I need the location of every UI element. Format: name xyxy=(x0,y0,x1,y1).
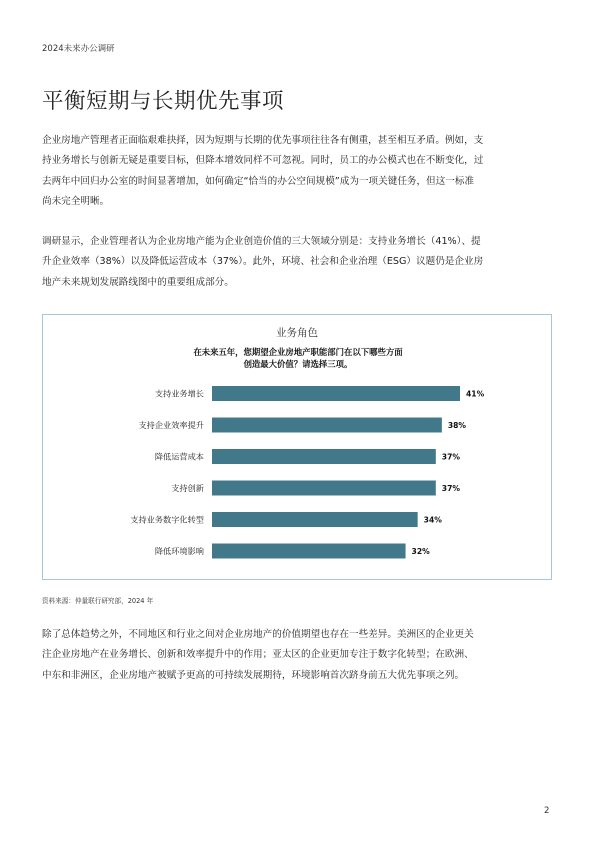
paragraph-line: 调研显示，企业管理者认为企业房地产能为企业创造价值的三大领域分别是：支持业务增长（41%）、提 xyxy=(42,236,481,247)
page-title: 平衡短期与长期优先事项 xyxy=(42,89,285,114)
bar xyxy=(212,418,442,433)
bar-chart xyxy=(43,315,551,579)
running-header: 2024未来办公调研 xyxy=(42,44,115,54)
category-label: 支持创新 xyxy=(171,483,204,493)
paragraph-line: 持业务增长与创新无疑是重要目标，但降本增效同样不可忽视。同时，员工的办公模式也在不断变化，过 xyxy=(42,155,484,167)
chart-title: 业务角色 xyxy=(276,327,318,339)
bar xyxy=(212,544,406,559)
paragraph-line: 去两年中回归办公室的时间显著增加，如何确定“恰当的办公空间规模”成为一项关键任务，但这一标准 xyxy=(42,175,475,187)
chart-question-line: 在未来五年，您期望企业房地产职能部门在以下哪些方面 xyxy=(193,347,403,357)
category-label: 支持业务增长 xyxy=(154,388,204,399)
data-label: 32% xyxy=(411,547,430,556)
category-label: 降低环境影响 xyxy=(154,546,204,556)
paragraph-line: 企业房地产管理者正面临艰难抉择，因为短期与长期的优先事项往往各有侧重，甚至相互矛盾。例如，支 xyxy=(42,135,484,146)
paragraph-line: 地产未来规划发展路线图中的重要组成部分。 xyxy=(42,276,234,288)
chart-question-line: 创造最大价值？请选择三项。 xyxy=(243,359,353,369)
bar xyxy=(212,481,436,496)
category-label: 支持业务数字化转型 xyxy=(130,514,204,525)
regional-paragraph xyxy=(42,625,550,686)
chart-container xyxy=(42,314,552,580)
data-label: 41% xyxy=(466,389,485,399)
paragraph-line: 注企业房地产在业务增长、创新和效率提升中的作用；亚太区的企业更加专注于数字化转型；在欧洲、 xyxy=(42,649,474,661)
bar xyxy=(212,512,418,527)
category-label: 支持企业效率提升 xyxy=(138,420,204,430)
survey-paragraph xyxy=(42,232,550,293)
category-label: 降低运营成本 xyxy=(154,451,204,462)
data-label: 37% xyxy=(441,452,460,462)
paragraph-line: 中东和非洲区，企业房地产被赋予更高的可持续发展期待，环境影响首次跻身前五大优先事项之列。 xyxy=(42,669,465,681)
paragraph-line: 升企业效率（38%）以及降低运营成本（37%）。此外，环境、社会和企业治理（ESG）议题仍是企业房 xyxy=(42,256,484,268)
data-label: 34% xyxy=(423,515,442,525)
source-note: 资料来源：仲量联行研究部，2024 年 xyxy=(42,597,154,605)
data-label: 38% xyxy=(447,421,467,430)
intro-paragraph xyxy=(42,131,550,213)
bar xyxy=(212,386,460,401)
paragraph-line: 除了总体趋势之外，不同地区和行业之间对企业房地产的价值期望也存在一些差异。美洲区的企业更关 xyxy=(42,629,474,640)
data-label: 37% xyxy=(441,484,460,493)
bar xyxy=(212,449,436,464)
paragraph-line: 尚未完全明晰。 xyxy=(42,196,110,208)
page-number: 2 xyxy=(544,806,550,816)
